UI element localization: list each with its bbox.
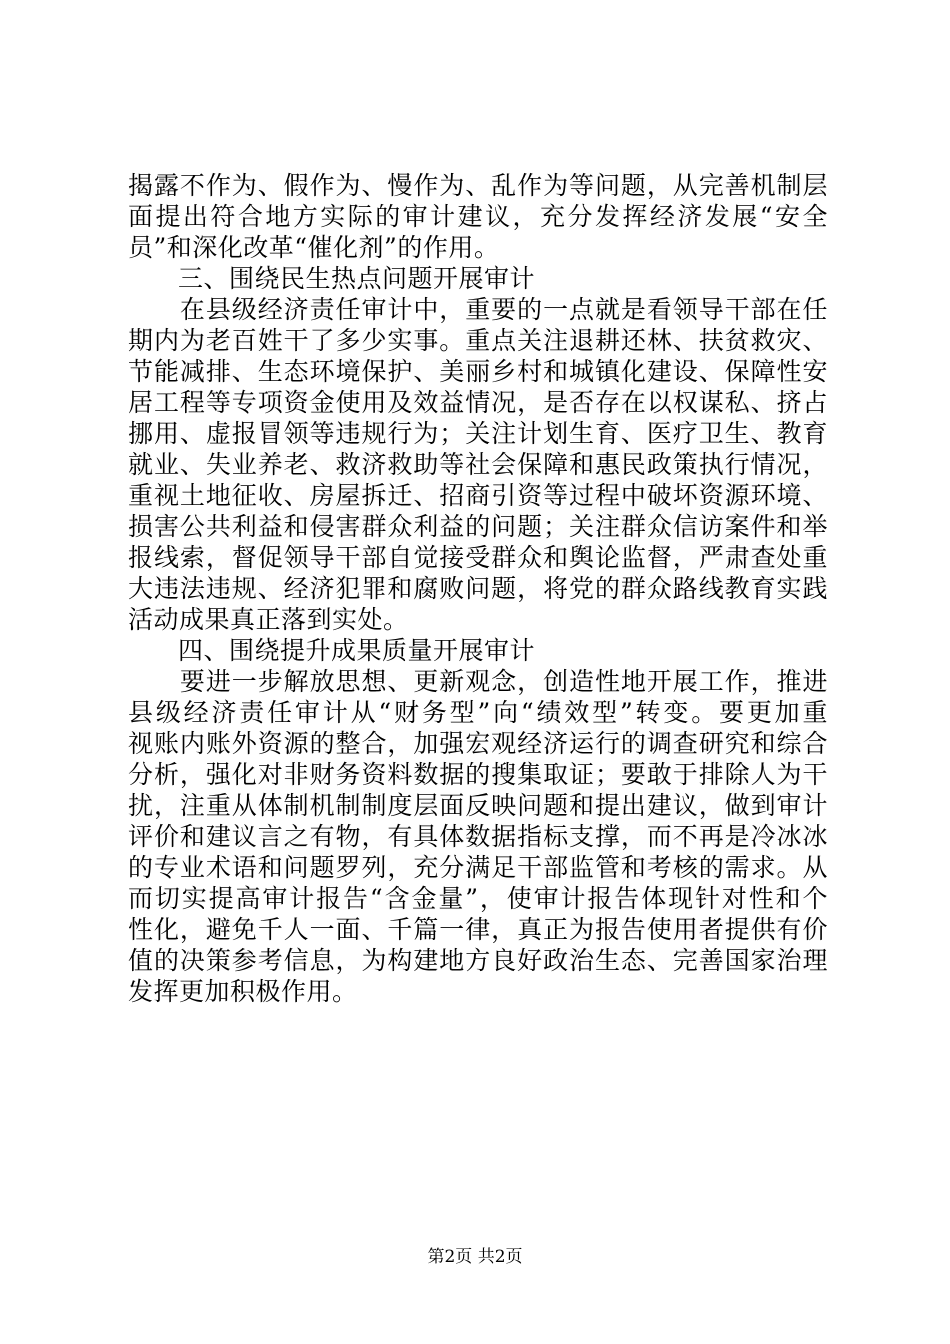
heading-line: 三、围绕民生热点问题开展审计 — [178, 264, 536, 293]
text-line: 在县级经济责任审计中，重要的一点就是看领导干部在任 — [128, 295, 828, 324]
text-line: 的专业术语和问题罗列，充分满足干部监管和考核的需求。从 — [128, 853, 828, 882]
text-line: 面提出符合地方实际的审计建议，充分发挥经济发展“安全 — [128, 202, 828, 231]
text-line: 挪用、虚报冒领等违规行为；关注计划生育、医疗卫生、教育 — [128, 419, 828, 448]
text-line: 员”和深化改革“催化剂”的作用。 — [128, 233, 500, 262]
text-line: 要进一步解放思想、更新观念，创造性地开展工作，推进 — [128, 667, 828, 696]
text-line: 揭露不作为、假作为、慢作为、乱作为等问题，从完善机制层 — [128, 171, 828, 200]
paragraph — [128, 170, 828, 263]
section-heading — [128, 263, 828, 294]
paragraph — [128, 666, 828, 1007]
text-line: 评价和建议言之有物，有具体数据指标支撑，而不再是冷冰冰 — [128, 822, 828, 851]
text-line: 而切实提高审计报告“含金量”，使审计报告体现针对性和个 — [128, 884, 828, 913]
text-line: 性化，避免千人一面、千篇一律，真正为报告使用者提供有价 — [128, 915, 828, 944]
document-body — [128, 170, 828, 1007]
text-line: 视账内账外资源的整合，加强宏观经济运行的调查研究和综合 — [128, 729, 828, 758]
section-heading — [128, 635, 828, 666]
text-line: 期内为老百姓干了多少实事。重点关注退耕还林、扶贫救灾、 — [128, 326, 828, 355]
text-line: 值的决策参考信息，为构建地方良好政治生态、完善国家治理 — [128, 946, 828, 975]
text-line: 发挥更加积极作用。 — [128, 977, 358, 1006]
text-line: 节能减排、生态环境保护、美丽乡村和城镇化建设、保障性安 — [128, 357, 828, 386]
text-line: 活动成果真正落到实处。 — [128, 605, 409, 634]
heading-line: 四、围绕提升成果质量开展审计 — [178, 636, 536, 665]
text-line: 扰，注重从体制机制制度层面反映问题和提出建议，做到审计 — [128, 791, 828, 820]
text-line: 大违法违规、经济犯罪和腐败问题，将党的群众路线教育实践 — [128, 574, 828, 603]
text-line: 分析，强化对非财务资料数据的搜集取证；要敢于排除人为干 — [128, 760, 828, 789]
text-line: 居工程等专项资金使用及效益情况，是否存在以权谋私、挤占 — [128, 388, 828, 417]
paragraph — [128, 294, 828, 635]
text-line: 损害公共利益和侵害群众利益的问题；关注群众信访案件和举 — [128, 512, 828, 541]
text-line: 就业、失业养老、救济救助等社会保障和惠民政策执行情况， — [128, 450, 828, 479]
text-line: 重视土地征收、房屋拆迁、招商引资等过程中破坏资源环境、 — [128, 481, 828, 510]
page-footer: 第2页 共2页 — [427, 1247, 523, 1267]
text-line: 报线索，督促领导干部自觉接受群众和舆论监督，严肃查处重 — [128, 543, 828, 572]
text-line: 县级经济责任审计从“财务型”向“绩效型”转变。要更加重 — [128, 698, 828, 727]
